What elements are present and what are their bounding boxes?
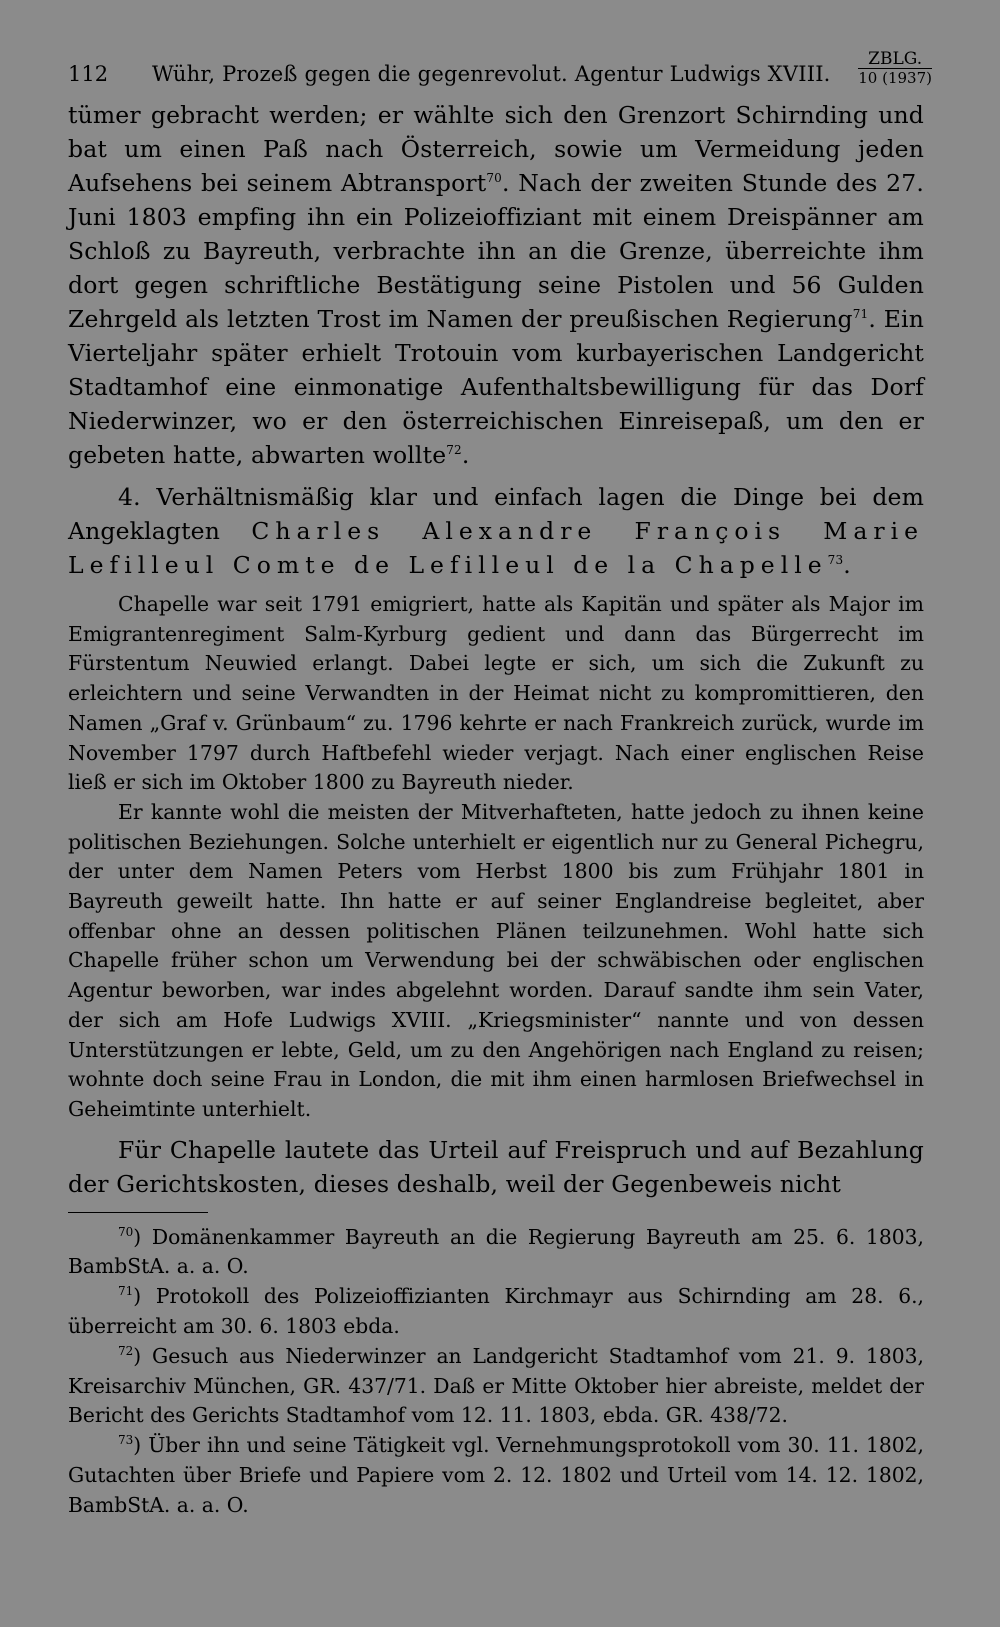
main-text <box>68 98 924 1201</box>
paragraph-text: 4. Verhältnismäßig klar und einfach lagen die Dinge bei dem Angeklagten <box>68 483 924 545</box>
footnote-text: Über ihn und seine Tätigkeit vgl. Vernehmungsprotokoll vom 30. 11. 1802, Gutachten über Briefe und Papiere vom 2. 12. 1802 und Urteil vom 14. 12. 1802, BambStA. a. a. O. <box>68 1433 925 1517</box>
footnotes <box>68 1223 924 1521</box>
paragraph-text: . <box>461 441 470 469</box>
footnote-number: 71 <box>118 1284 134 1299</box>
paragraph-chapelle-relations: Er kannte wohl die meisten der Mitverhafteten, hatte jedoch zu ihnen keine politischen Beziehungen. Solche unterhielt er eigentlich nur zu General Pichegru, der unter dem Namen Peters vom Herbst 1800 bis zum Frühjahr 1801 in Bayreuth geweilt hatte. Ihn hatte er auf seiner Englandreise begleitet, aber offenbar ohne an dessen politischen Plänen teilzunehmen. Wohl hatte sich Chapelle früher schon um Verwendung bei der schwäbischen oder englischen Agentur beworben, war indes abgelehnt worden. Darauf sandte ihm sein Vater, der sich am Hofe Ludwigs XVIII. „Kriegsminister“ nannte und von dessen Unterstützungen er lebte, Geld, um zu den Angehörigen nach England zu reisen; wohnte doch seine Frau in London, die mit ihm einen harmlosen Briefwechsel in Geheimtinte unterhielt. <box>68 799 924 1121</box>
paragraph-text: . <box>843 551 851 579</box>
page-header <box>68 40 932 98</box>
defendant-name: Charles Alexandre François Marie Lefilleul Comte de Lefilleul de la Chapelle <box>68 517 924 579</box>
footnote-ref[interactable]: 73 <box>827 553 844 568</box>
footnote-ref[interactable]: 71 <box>852 307 869 322</box>
journal-reference <box>858 50 932 87</box>
footnote-70: $^{70}$) Domänenkammer Bayreuth an die Regierung Bayreuth am 25. 6. 1803, BambStA. a. a. O. <box>68 1224 924 1279</box>
footnote-71: $^{71}$) Protokoll des Polizeioffizianten Kirchmayr aus Schirnding am 28. 6., überreicht am 30. 6. 1803 ebda. <box>68 1284 924 1339</box>
footnote-number: 72 <box>118 1344 134 1359</box>
footnote-ref[interactable]: 72 <box>446 443 462 458</box>
footnote-number: 70 <box>118 1224 134 1239</box>
running-title: Wühr, Prozeß gegen die gegenrevolut. Agentur Ludwigs XVIII. <box>152 62 831 86</box>
paragraph-chapelle-verdict: Für Chapelle lautete das Urteil auf Freispruch und auf Bezahlung der Gerichtskosten, dieses deshalb, weil der Gegenbeweis nicht <box>68 1135 924 1198</box>
footnote-72: $^{72}$) Gesuch aus Niederwinzer an Landgericht Stadtamhof vom 21. 9. 1803, Kreisarchiv München, GR. 437/71. Daß er Mitte Oktober hier abreiste, meldet der Bericht des Gerichts Stadtamhof vom 12. 11. 1803, ebda. GR. 438/72. <box>68 1343 924 1428</box>
paragraph-chapelle-biography: Chapelle war seit 1791 emigriert, hatte als Kapitän und später als Major im Emigrantenregiment Salm-Kyrburg gedient und dann das Bürgerrecht im Fürstentum Neuwied erlangt. Dabei legte er sich, um sich die Zukunft zu erleichtern und seine Verwandten in der Heimat nicht zu kompromittieren, den Namen „Graf v. Grünbaum“ zu. 1796 kehrte er nach Frankreich zurück, wurde im November 1797 durch Haftbefehl wieder verjagt. Nach einer englischen Reise ließ er sich im Oktober 1800 zu Bayreuth nieder. <box>68 592 924 795</box>
footnote-ref[interactable]: 70 <box>486 171 502 186</box>
paragraph-trotouin <box>68 98 924 472</box>
footnote-divider <box>68 1212 208 1213</box>
paragraph-chapelle-intro <box>68 480 924 582</box>
journal-abbrev: ZBLG. <box>858 50 932 69</box>
paragraph-text: . Ein Vierteljahr später erhielt Trotouin vom kurbayerischen Landgericht Stadtamhof eine einmonatige Aufenthaltsbewilligung für das Dorf Niederwinzer, wo er den österreichischen Einreisepaß, um den er gebeten hatte, abwarten wollte <box>68 305 924 469</box>
footnote-text: Domänenkammer Bayreuth an die Regierung Bayreuth am 25. 6. 1803, BambStA. a. a. O. <box>68 1224 924 1279</box>
page-number: 112 <box>68 62 109 86</box>
footnote-73: $^{73}$) Über ihn und seine Tätigkeit vgl. Vernehmungsprotokoll vom 30. 11. 1802, Gutachten über Briefe und Papiere vom 2. 12. 1802 und Urteil vom 14. 12. 1802, BambStA. a. a. O. <box>68 1433 925 1517</box>
paragraph-text: . Nach der zweiten Stunde des 27. Juni 1803 empfing ihn ein Polizeioffiziant mit einem Dreispänner am Schloß zu Bayreuth, verbrachte ihn an die Grenze, überreichte ihm dort gegen schriftliche Bestätigung seine Pistolen und 56 Gulden Zehrgeld als letzten Trost im Namen der preußischen Regierung <box>68 169 924 333</box>
footnote-text: Protokoll des Polizeioffizianten Kirchmayr aus Schirnding am 28. 6., überreicht am 30. 6. 1803 ebda. <box>68 1284 924 1339</box>
book-page <box>68 40 932 1521</box>
footnote-number: 73 <box>118 1433 134 1448</box>
paragraph-text: tümer gebracht werden; er wählte sich den Grenzort Schirnding und bat um einen Paß nach Österreich, sowie um Vermeidung jeden Aufsehens bei seinem Abtransport <box>68 101 924 197</box>
journal-volume: 10 (1937) <box>858 69 932 87</box>
footnote-text: Gesuch aus Niederwinzer an Landgericht Stadtamhof vom 21. 9. 1803, Kreisarchiv München, GR. 437/71. Daß er Mitte Oktober hier abreiste, meldet der Bericht des Gerichts Stadtamhof vom 12. 11. 1803, ebda. GR. 438/72. <box>68 1343 924 1428</box>
